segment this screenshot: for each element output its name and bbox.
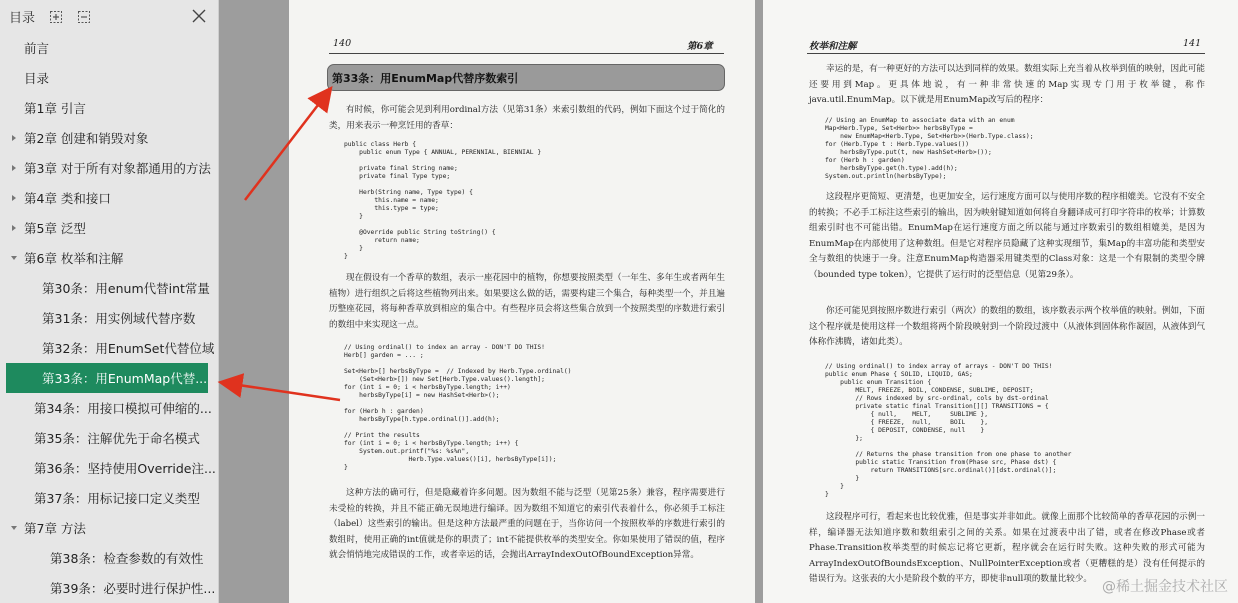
collapse-all-icon[interactable]: [77, 10, 91, 24]
toc-item-label: 第39条：必要时进行保护性...: [50, 581, 216, 596]
toc-item[interactable]: [0, 543, 218, 573]
toc-item-label: 第31条：用实例域代替序数: [42, 311, 196, 326]
pdf-page-right: [763, 0, 1238, 603]
toc-item[interactable]: [0, 333, 218, 363]
toc-item[interactable]: [0, 483, 218, 513]
toc-item-label: 第32条：用EnumSet代替位域: [42, 341, 215, 356]
toc-item-label: 第35条：注解优先于命名模式: [34, 431, 200, 446]
pdf-page-left: [289, 0, 755, 603]
toc-item-label: 第6章 枚举和注解: [24, 251, 124, 266]
code-block: // Using ordinal() to index an array - DON'T DO THIS! Herb[] garden = ... ; Set<Herb>[] herbsByType = // Indexed by Herb.Type.ordinal() (Set<Herb>[]) new Set[Herb.Type.values().length]; for (int i = 0; i < herbsByType.length; i++) herbsByType[i] = new HashSet<Herb>(); for (Herb h : garden) herbsByType[h.type.ordinal()].add(h); // Print the results for (int i = 0; i < herbsByType.length; i++) { System.out.printf("%s: %s%n", Herb.Type.values()[i], herbsByType[i]); }: [344, 344, 572, 471]
code-block: // Using an EnumMap to associate data with an enum Map<Herb.Type, Set<Herb>> herbsByType = new EnumMap<Herb.Type, Set<Herb>>(Herb.Type.class); for (Herb.Type t : Herb.Type.values()) herbsByType.put(t, new HashSet<Herb>()); for (Herb h : garden) herbsByType.get(h.type).add(h); System.out.println(herbsByType);: [825, 117, 1034, 180]
toc-item[interactable]: [0, 63, 218, 93]
toc-item-label: 第38条：检查参数的有效性: [50, 551, 204, 566]
header-rule: [329, 53, 724, 54]
toc-item-label: 第7章 方法: [24, 521, 86, 536]
caret-down-icon[interactable]: [10, 524, 18, 532]
toc-item[interactable]: [0, 33, 218, 63]
toc-item[interactable]: [0, 453, 218, 483]
toc-item-label: 第2章 创建和销毁对象: [24, 131, 149, 146]
close-icon[interactable]: [192, 8, 206, 22]
code-block: // Using ordinal() to index array of arrays - DON'T DO THIS! public enum Phase { SOLID, LIQUID, GAS; public enum Transition { MELT, FREEZE, BOIL, CONDENSE, SUBLIME, DEPOSIT; // Rows indexed by src-ordinal, cols by dst-ordinal private static final Transition[][] TRANSITIONS = { { null, MELT, SUBLIME }, { FREEZE, null, BOIL }, { DEPOSIT, CONDENSE, null } }; // Returns the phase transition from one phase to another public static Transition from(Phase src, Phase dst) { return TRANSITIONS[src.ordinal()][dst.ordinal()]; } } }: [825, 363, 1072, 498]
paragraph: 这段程序可行，看起来也比较优雅，但是事实并非如此。就像上面那个比较简单的香草花园的示例一样，编译器无法知道序数和数组索引之间的关系。如果在过渡表中出了错，或者在修改Phase或者Phase.Transition枚举类型的时候忘记将它更新，程序就会在运行时失败。这种失败的形式可能为ArrayIndexOutOfBoundsException、NullPointerException或者（更糟糕的是）没有任何提示的错误行为。这张表的大小是阶段个数的平方，即使非null项的数量比较少。: [809, 512, 1205, 585]
toc-item-label: 第5章 泛型: [24, 221, 86, 236]
toc-list: [0, 33, 218, 603]
expand-all-icon[interactable]: [49, 10, 63, 24]
toc-item[interactable]: [0, 393, 218, 423]
caret-right-icon[interactable]: [10, 164, 18, 172]
toc-item-label: 第1章 引言: [24, 101, 86, 116]
paragraph: 这种方法的确可行，但是隐藏着许多问题。因为数组不能与泛型（见第25条）兼容，程序需要进行未受检的转换，并且不能正确无误地进行编译。因为数组不知道它的索引代表着什么，你必须手工标注（label）这些索引的输出。但是这种方法最严重的问题在于，当你访问一个按照枚举的序数进行索引的数组时，使用正确的int值就是你的职责了；int不能提供枚举的类型安全。你如果使用了错误的值，程序就会悄悄地完成错误的工作，或者幸运的话，会抛出ArrayIndexOutOfBoundException异常。: [329, 488, 725, 561]
section-title: 第33条：用EnumMap代替序数索引: [332, 71, 519, 85]
paragraph: 你还可能见到按照序数进行索引（两次）的数组的数组，该序数表示两个枚举值的映射。例如，下面这个程序就是使用这样一个数组将两个阶段映射到一个阶段过渡中（从液体到固体称作凝固，从液体到气体称作沸腾，诸如此类）。: [809, 306, 1205, 348]
toc-item-label: 第37条：用标记接口定义类型: [34, 491, 200, 506]
paragraph: 这段程序更简短、更清楚，也更加安全，运行速度方面可以与使用序数的程序相媲美。它没有不安全的转换；不必手工标注这些索引的输出，因为映射键知道如何将自身翻译成可打印字符串的枚举；计算数组索引时也不可能出错。EnumMap在运行速度方面之所以能与通过序数索引的数组相媲美，是因为EnumMap在内部使用了这种数组。但是它对程序员隐藏了这种实现细节，集Map的丰富功能和类型安全与数组的快速于一身。注意EnumMap构造器采用键类型的Class对象：这是一个有限制的类型令牌（bounded type token），它提供了运行时的泛型信息（见第29条）。: [809, 192, 1205, 280]
page-number: 141: [1183, 38, 1202, 49]
caret-right-icon[interactable]: [10, 134, 18, 142]
header-rule: [807, 53, 1205, 54]
toc-item-label: 第4章 类和接口: [24, 191, 111, 206]
section-title-box: [327, 64, 725, 91]
paragraph: 幸运的是，有一种更好的方法可以达到同样的效果。数组实际上充当着从枚举到值的映射，因此可能还要用到Map。更具体地说，有一种非常快速的Map实现专门用于枚举键，称作java.util.EnumMap。以下就是用EnumMap改写后的程序：: [809, 64, 1205, 106]
toc-item[interactable]: [0, 423, 218, 453]
toc-item-label: 第36条：坚持使用Override注...: [34, 461, 216, 476]
toc-item[interactable]: [0, 123, 218, 153]
paragraph: 现在假设有一个香草的数组，表示一座花园中的植物，你想要按照类型（一年生、多年生或者两年生植物）进行组织之后将这些植物列出来。如果要这么做的话，需要构建三个集合，每种类型一个，并且遍历整座花园，将每种香草放到相应的集合中。有些程序员会将这些集合放到一个按照类型的序数进行索引的数组中来实现这一点。: [329, 273, 725, 330]
toc-item[interactable]: [0, 183, 218, 213]
toc-item-label: 第33条：用EnumMap代替...: [42, 371, 208, 386]
toc-item[interactable]: [0, 153, 218, 183]
toc-item[interactable]: [0, 573, 218, 603]
caret-right-icon[interactable]: [10, 224, 18, 232]
toc-item-label: 第34条：用接口模拟可伸缩的...: [34, 401, 212, 416]
toc-item-active[interactable]: [6, 363, 208, 393]
toc-item[interactable]: [0, 213, 218, 243]
sidebar-header: [0, 0, 218, 33]
toc-sidebar: [0, 0, 219, 603]
toc-item-label: 前言: [24, 41, 50, 56]
code-block: public class Herb { public enum Type { ANNUAL, PERENNIAL, BIENNIAL } private final String name; private final Type type; Herb(String name, Type type) { this.name = name; this.type = type; } @Override public String toString() { return name; } }: [344, 141, 542, 260]
caret-down-icon[interactable]: [10, 254, 18, 262]
toc-item-label: 目录: [24, 71, 50, 86]
paragraph: 有时候，你可能会见到利用ordinal方法（见第31条）来索引数组的代码，例如下面这个过于简化的类，用来表示一种烹饪用的香草：: [329, 105, 725, 131]
chapter-header: 枚举和注解: [809, 41, 857, 52]
watermark: @稀土掘金技术社区: [1102, 579, 1228, 595]
toc-item[interactable]: [0, 93, 218, 123]
toc-item[interactable]: [0, 243, 218, 273]
chapter-header: 第6章: [687, 41, 713, 52]
toc-item[interactable]: [0, 273, 218, 303]
caret-right-icon[interactable]: [10, 194, 18, 202]
toc-item-label: 第30条：用enum代替int常量: [42, 281, 210, 296]
sidebar-title: 目录: [9, 11, 36, 26]
toc-item[interactable]: [0, 513, 218, 543]
toc-item[interactable]: [0, 303, 218, 333]
page-number: 140: [333, 38, 352, 49]
toc-item-label: 第3章 对于所有对象都通用的方法: [24, 161, 211, 176]
